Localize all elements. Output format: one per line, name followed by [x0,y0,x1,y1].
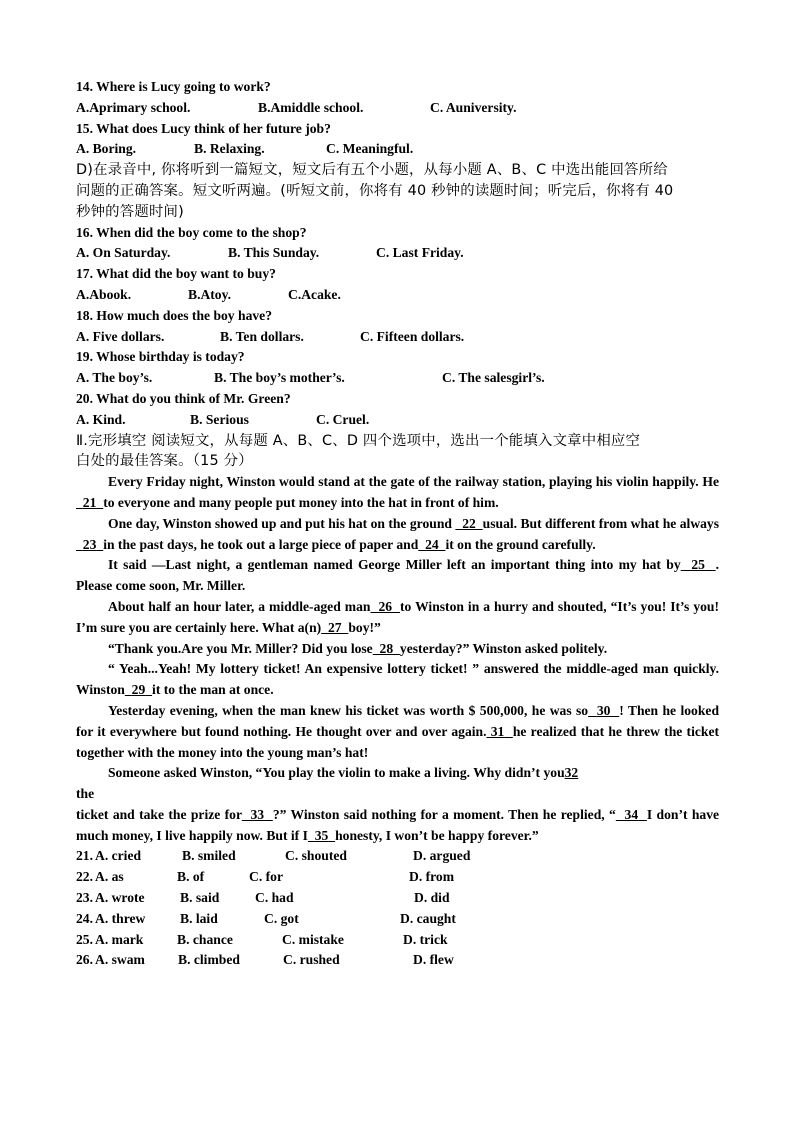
passage-paragraph: About half an hour later, a middle-aged man 26 to Winston in a hurry and shouted, “It’s you! It’s you! I’m sure you are certainly here. What a(n) 27 boy!” [76,598,720,635]
option-c: C. Auniversity. [430,99,517,115]
passage-paragraph: “ Yeah...Yeah! My lottery ticket! An expensive lottery ticket! ” answered the middle-aged man quickly. Winston 29 it to the man at once. [76,661,719,698]
option-b: B. Relaxing. [194,141,265,157]
section-d-instructions-line3: 秒钟的答题时间) [76,203,184,220]
passage-paragraph: Someone asked Winston, “You play the violin to make a living. Why didn’t you32 the [76,765,579,802]
option-c: C.Acake. [288,286,341,302]
blank-28: 28 [379,640,394,656]
option-c: C. Cruel. [316,411,370,427]
question-14-options [76,98,719,119]
section-ii-instructions-line1: Ⅱ.完形填空 阅读短文，从每题 A、B、C、D 四个选项中，选出一个能填入文章中相应空 [76,432,641,449]
question-18-options [76,327,719,348]
section-ii-instructions-line2: 白处的最佳答案。（15 分） [76,453,253,470]
option-a: A.Aprimary school. [76,99,191,115]
answer-row-23 [76,888,719,909]
option-c: C. Last Friday. [376,245,464,261]
passage-paragraph: “Thank you.Are you Mr. Miller? Did you lose 28 yesterday?” Winston asked politely. [108,640,608,656]
option-a: A.Abook. [76,286,132,302]
blank-30: 30 [596,702,611,718]
option-b: B.Atoy. [188,286,232,302]
section-d-instructions-line1: D)在录音中, 你将听到一篇短文，短文后有五个小题，从每小题 A、B、C 中选出能回答所给 [76,162,668,179]
option-b: B. said [180,890,220,906]
question-14: 14. Where is Lucy going to work? [76,79,271,94]
option-d: D. flew [413,952,454,968]
blank-24: 24 [425,536,439,552]
passage-paragraph: One day, Winston showed up and put his hat on the ground 22 usual. But different from what he always 23 in the past days, he took out a large piece of paper and 24 it on the ground carefully. [76,514,719,556]
blank-35: 35 [314,827,329,843]
blank-26: 26 [378,598,393,614]
option-b: B. Ten dollars. [220,328,304,344]
option-d: D. did [414,890,450,906]
answer-number: 25. [76,931,93,947]
option-a: A. wrote [95,890,145,906]
option-a: A. swam [95,952,145,968]
answer-number: 24. [76,910,93,926]
question-15: 15. What does Lucy think of her future job? [76,120,331,136]
question-19-options [76,368,719,389]
option-b: B. chance [177,931,233,947]
passage-paragraph: Yesterday evening, when the man knew his ticket was worth $ 500,000, he was so 30 ! Then he looked for it everywhere but found nothing. He thought over and over again. 31 he realized that he threw the ticket together with the money into the young man’s hat! [76,702,720,760]
section-d-instructions-line2: 问题的正确答案。短文听两遍。(听短文前，你将有 40 秒钟的读题时间；听完后，你将有 40 [76,182,674,199]
answer-row-22 [76,867,719,888]
option-b: B. The boy’s mother’s. [214,370,345,386]
option-a: A. threw [95,910,146,926]
blank-22: 22 [462,515,476,531]
answer-row-21 [76,846,719,867]
question-19: 19. Whose birthday is today? [76,349,245,365]
answer-number: 23. [76,890,93,906]
option-c: C. had [255,890,294,906]
passage-paragraph: It said —Last night, a gentleman named George Miller left an important thing into my hat by 25 . Please come soon, Mr. Miller. [76,557,720,594]
option-c: C. shouted [285,848,347,864]
option-c: C. rushed [283,952,340,968]
option-b: B. of [177,869,205,885]
blank-33: 33 [250,806,265,822]
option-c: C. got [264,910,299,926]
blank-21: 21 [82,494,97,510]
option-a: A. The boy’s. [76,370,153,386]
option-b: B. This Sunday. [228,245,320,261]
question-20: 20. What do you think of Mr. Green? [76,390,291,406]
option-d: D. trick [403,931,448,947]
answer-number: 21. [76,848,93,864]
option-a: A. Kind. [76,411,126,427]
answer-row-26 [76,950,719,971]
blank-34: 34 [624,806,639,822]
question-18: 18. How much does the boy have? [76,307,272,323]
option-c: C. The salesgirl’s. [442,370,545,386]
blank-32: 32 [564,765,579,781]
option-d: D. caught [400,910,456,926]
blank-29: 29 [131,682,146,698]
answer-row-24 [76,909,719,930]
answer-number: 26. [76,952,93,968]
option-b: B.Amiddle school. [258,99,364,115]
option-a: A. as [95,869,124,885]
passage-paragraph: Every Friday night, Winston would stand at the gate of the railway station, playing his violin happily. He 21 to everyone and many people put money into the hat in front of him. [76,472,719,514]
blank-25: 25 [691,557,705,573]
option-a: A. cried [95,848,142,864]
option-c: C. Fifteen dollars. [360,328,465,344]
question-17: 17. What did the boy want to buy? [76,266,276,282]
blank-31: 31 [490,723,505,739]
answer-row-25 [76,930,719,951]
blank-27: 27 [327,619,342,635]
option-a: A. mark [95,931,144,947]
option-b: B. Serious [190,411,249,427]
option-c: C. mistake [282,931,344,947]
answer-number: 22. [76,869,93,885]
question-15-options [76,139,719,160]
exam-page [76,77,719,971]
blank-23: 23 [82,536,97,552]
option-d: D. from [409,869,455,885]
option-b: B. smiled [182,848,236,864]
option-c: C. for [249,869,283,885]
question-20-options [76,410,719,431]
question-16-options [76,243,719,264]
option-b: B. laid [180,910,218,926]
question-16: 16. When did the boy come to the shop? [76,224,307,240]
option-b: B. climbed [178,952,240,968]
passage-paragraph: ticket and take the prize for 33 ?” Winston said nothing for a moment. Then he replied, “ 34 I don’t have much money, I live happily now. But if I 35 honesty, I won’t be happy forever.” [76,806,720,843]
question-17-options [76,285,719,306]
option-c: C. Meaningful. [326,141,414,157]
option-a: A. Five dollars. [76,328,165,344]
option-d: D. argued [413,848,471,864]
option-a: A. Boring. [76,141,137,157]
option-a: A. On Saturday. [76,245,171,261]
